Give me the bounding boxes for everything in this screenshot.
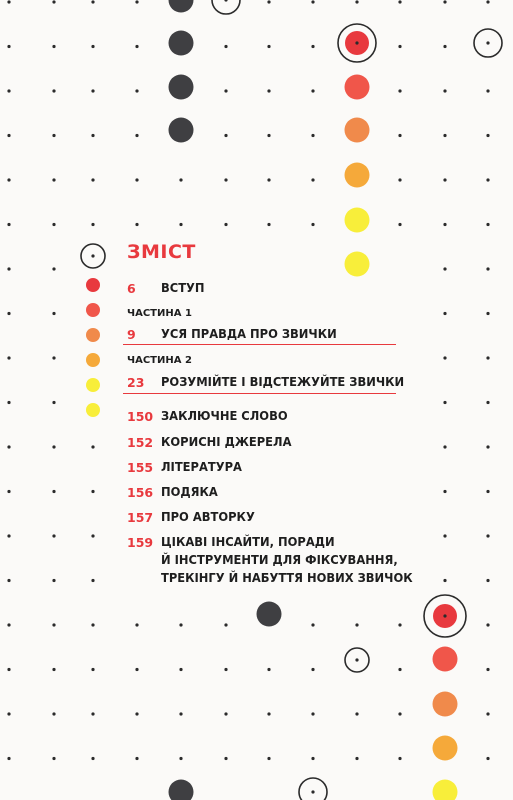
grid-dot	[135, 668, 138, 671]
grid-dot	[486, 178, 489, 181]
grid-dot	[224, 134, 227, 137]
grid-dot	[486, 89, 489, 92]
grid-dot	[486, 623, 489, 626]
grid-dot	[224, 668, 227, 671]
grid-dot	[486, 401, 489, 404]
grid-dot	[91, 45, 94, 48]
entry-label: ЛІТЕРАТУРА	[161, 459, 242, 474]
decor-ring-center	[224, 0, 227, 2]
grid-dot	[135, 623, 138, 626]
decor-ring-center	[486, 41, 489, 44]
grid-dot	[398, 223, 401, 226]
grid-dot	[135, 89, 138, 92]
grid-dot	[52, 712, 55, 715]
grid-dot	[311, 623, 314, 626]
toc-marker-dot	[86, 328, 100, 342]
grid-dot	[443, 267, 446, 270]
entry-page-number: 157	[127, 510, 154, 525]
grid-dot	[52, 757, 55, 760]
toc-marker-dot	[86, 303, 100, 317]
grid-dot	[355, 623, 358, 626]
grid-dot	[311, 134, 314, 137]
entry-page-number: 156	[127, 485, 154, 500]
grid-dot	[7, 267, 10, 270]
grid-dot	[52, 267, 55, 270]
decor-circle	[433, 780, 458, 800]
decor-ring	[299, 778, 327, 800]
grid-dot	[91, 757, 94, 760]
grid-dot	[224, 223, 227, 226]
grid-dot	[7, 89, 10, 92]
grid-dot	[7, 401, 10, 404]
grid-dot	[91, 579, 94, 582]
decor-circle	[169, 75, 194, 100]
grid-dot	[486, 445, 489, 448]
grid-dot	[486, 579, 489, 582]
grid-dot	[7, 579, 10, 582]
grid-dot	[52, 623, 55, 626]
grid-dot	[443, 534, 446, 537]
decor-ring-center	[311, 790, 314, 793]
toc-marker-dot	[86, 278, 100, 292]
grid-dot	[443, 579, 446, 582]
grid-dot	[135, 757, 138, 760]
decor-ring-center	[355, 658, 358, 661]
grid-dot	[7, 534, 10, 537]
grid-dot	[443, 401, 446, 404]
grid-dot	[179, 223, 182, 226]
grid-dot	[135, 0, 138, 3]
grid-dot	[355, 0, 358, 3]
grid-dot	[52, 579, 55, 582]
decor-circle	[169, 780, 194, 800]
grid-dot	[52, 490, 55, 493]
part-label: ЧАСТИНА 2	[127, 355, 192, 366]
grid-dot	[355, 757, 358, 760]
grid-dot	[224, 89, 227, 92]
grid-dot	[91, 668, 94, 671]
grid-dot	[91, 178, 94, 181]
grid-dot	[267, 668, 270, 671]
entry-page-number: 6	[127, 281, 136, 296]
grid-dot	[52, 89, 55, 92]
grid-dot	[179, 623, 182, 626]
grid-dot	[7, 623, 10, 626]
decor-circle	[433, 692, 458, 717]
grid-dot	[311, 668, 314, 671]
decor-circle	[345, 118, 370, 143]
grid-dot	[52, 534, 55, 537]
grid-dot	[179, 178, 182, 181]
grid-dot	[398, 89, 401, 92]
entry-label: ЦІКАВІ ІНСАЙТИ, ПОРАДИ Й ІНСТРУМЕНТИ ДЛЯ ФІКСУВАННЯ, ТРЕКІНГУ Й НАБУТТЯ НОВИХ ЗВИЧОК	[161, 534, 413, 585]
decor-circle	[433, 647, 458, 672]
grid-dot	[267, 712, 270, 715]
grid-dot	[486, 134, 489, 137]
grid-dot	[486, 668, 489, 671]
entry-page-number: 159	[127, 535, 154, 550]
grid-dot	[311, 89, 314, 92]
grid-dot	[267, 45, 270, 48]
grid-dot	[135, 134, 138, 137]
grid-dot	[135, 712, 138, 715]
decor-ring-center	[443, 614, 446, 617]
entry-page-number: 155	[127, 460, 154, 475]
grid-dot	[7, 668, 10, 671]
grid-dot	[267, 178, 270, 181]
grid-dot	[443, 0, 446, 3]
grid-dot	[311, 757, 314, 760]
grid-dot	[486, 490, 489, 493]
entry-label: ВСТУП	[161, 280, 205, 295]
grid-dot	[443, 89, 446, 92]
grid-dot	[91, 534, 94, 537]
grid-dot	[179, 668, 182, 671]
contents-title: ЗМІСТ	[127, 241, 196, 263]
decor-circle	[169, 0, 194, 13]
grid-dot	[486, 267, 489, 270]
grid-dot	[267, 0, 270, 3]
grid-dot	[398, 668, 401, 671]
grid-dot	[135, 223, 138, 226]
grid-dot	[52, 356, 55, 359]
grid-dot	[486, 712, 489, 715]
grid-dot	[398, 134, 401, 137]
grid-dot	[311, 45, 314, 48]
grid-dot	[355, 712, 358, 715]
grid-dot	[7, 45, 10, 48]
grid-dot	[311, 0, 314, 3]
decor-circle	[345, 75, 370, 100]
grid-dot	[7, 757, 10, 760]
grid-dot	[443, 178, 446, 181]
grid-dot	[91, 0, 94, 3]
entry-label: ЗАКЛЮЧНЕ СЛОВО	[161, 408, 288, 423]
grid-dot	[7, 223, 10, 226]
entry-label: ПРО АВТОРКУ	[161, 509, 255, 524]
grid-dot	[52, 312, 55, 315]
grid-dot	[267, 134, 270, 137]
toc-marker-dot	[86, 378, 100, 392]
grid-dot	[486, 0, 489, 3]
grid-dot	[135, 45, 138, 48]
decor-circle	[433, 736, 458, 761]
grid-dot	[486, 356, 489, 359]
grid-dot	[443, 356, 446, 359]
entry-label: РОЗУМІЙТЕ І ВІДСТЕЖУЙТЕ ЗВИЧКИ	[161, 374, 405, 389]
entry-label: УСЯ ПРАВДА ПРО ЗВИЧКИ	[161, 326, 337, 341]
entry-page-number: 152	[127, 435, 154, 450]
decor-ring-center	[91, 254, 94, 257]
grid-dot	[52, 0, 55, 3]
grid-dot	[398, 178, 401, 181]
grid-dot	[7, 0, 10, 3]
grid-dot	[443, 445, 446, 448]
grid-dot	[398, 0, 401, 3]
grid-dot	[91, 89, 94, 92]
grid-dot	[311, 712, 314, 715]
decor-circle	[345, 163, 370, 188]
grid-dot	[91, 223, 94, 226]
decor-circle	[345, 208, 370, 233]
grid-dot	[398, 757, 401, 760]
grid-dot	[91, 712, 94, 715]
grid-dot	[311, 223, 314, 226]
grid-dot	[267, 89, 270, 92]
grid-dot	[486, 534, 489, 537]
grid-dot	[52, 134, 55, 137]
grid-dot	[91, 445, 94, 448]
toc-marker-dot	[86, 403, 100, 417]
entry-page-number: 23	[127, 375, 145, 390]
toc-marker-dot	[86, 353, 100, 367]
grid-dot	[267, 223, 270, 226]
grid-dot	[91, 490, 94, 493]
grid-dot	[224, 178, 227, 181]
grid-dot	[135, 178, 138, 181]
grid-dot	[179, 757, 182, 760]
grid-dot	[91, 134, 94, 137]
grid-dot	[443, 312, 446, 315]
entry-page-number: 9	[127, 327, 136, 342]
grid-dot	[7, 134, 10, 137]
grid-dot	[398, 712, 401, 715]
grid-dot	[7, 178, 10, 181]
part-label: ЧАСТИНА 1	[127, 308, 192, 319]
grid-dot	[311, 178, 314, 181]
grid-dot	[267, 757, 270, 760]
grid-dot	[7, 445, 10, 448]
grid-dot	[398, 623, 401, 626]
grid-dot	[224, 45, 227, 48]
entry-label: КОРИСНІ ДЖЕРЕЛА	[161, 434, 292, 449]
grid-dot	[52, 668, 55, 671]
grid-dot	[52, 178, 55, 181]
entry-label: ПОДЯКА	[161, 484, 218, 499]
grid-dot	[224, 623, 227, 626]
decor-circle	[169, 31, 194, 56]
grid-dot	[443, 490, 446, 493]
grid-dot	[91, 623, 94, 626]
decor-ring-center	[355, 41, 358, 44]
grid-dot	[443, 223, 446, 226]
grid-dot	[7, 312, 10, 315]
grid-dot	[7, 356, 10, 359]
grid-dot	[443, 134, 446, 137]
grid-dot	[52, 223, 55, 226]
decor-ring	[212, 0, 240, 14]
grid-dot	[486, 312, 489, 315]
grid-dot	[224, 757, 227, 760]
grid-dot	[398, 45, 401, 48]
entry-page-number: 150	[127, 409, 154, 424]
grid-dot	[486, 223, 489, 226]
grid-dot	[179, 712, 182, 715]
decor-circle	[345, 252, 370, 277]
decor-circle	[169, 118, 194, 143]
grid-dot	[7, 712, 10, 715]
grid-dot	[52, 401, 55, 404]
decor-circle	[257, 602, 282, 627]
grid-dot	[224, 712, 227, 715]
grid-dot	[52, 445, 55, 448]
grid-dot	[7, 490, 10, 493]
grid-dot	[443, 45, 446, 48]
grid-dot	[486, 757, 489, 760]
grid-dot	[52, 45, 55, 48]
